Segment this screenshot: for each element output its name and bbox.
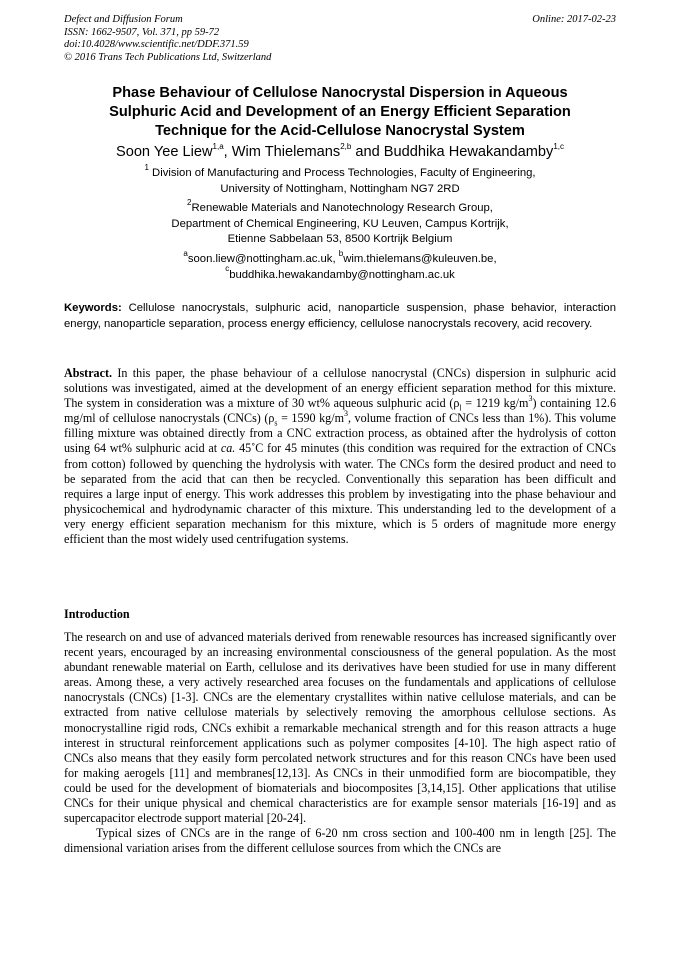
subscript: s	[274, 418, 278, 428]
email-mark: b	[338, 248, 344, 258]
keywords-block	[64, 301, 616, 332]
journal-header	[64, 14, 616, 64]
superscript: 3	[344, 408, 348, 418]
affiliation-line: Etienne Sabbelaan 53, 8500 Kortrijk Belgium	[227, 233, 453, 245]
author-list	[64, 142, 616, 162]
introduction-body	[64, 630, 616, 856]
abstract-text: , volume fraction of CNCs less than 1%). This volume filling mixture was obtained directly from a CNC extraction process, as obtained after the hydrolysis of cotton using 64 wt% sulphuric acid at	[64, 411, 616, 456]
author-affiliation-mark: 2,b	[340, 141, 352, 151]
affiliation-line: Department of Chemical Engineering, KU Leuven, Campus Kortrijk,	[171, 217, 509, 230]
paper-title	[64, 84, 616, 141]
author-name: Buddhika Hewakandamby	[383, 144, 554, 160]
author-name: Soon Yee Liew	[115, 144, 213, 160]
keywords-text: Cellulose nanocrystals, sulphuric acid, nanoparticle suspension, phase behavior, interaction energy, nanoparticle separation, process energy efficiency, cellulose nanocrystals recovery, acid recovery.	[64, 302, 616, 330]
author-affiliation-mark: 1,c	[553, 141, 565, 151]
paragraph: The research on and use of advanced materials derived from renewable resources has increased significantly over recent years, encouraged by an increasing environmental consciousness of the general population. As the most abundant renewable material on Earth, cellulose and its derivatives have been studied for use in many different areas. Among these, a very actively researched area focuses on the fundamentals and applications of cellulose nanocrystals (CNCs) [1-3]. CNCs are the elementary crystallites within native cellulose materials, and can be extracted from native cellulose materials by selectively removing the amorphous cellulose sections. As monocrystalline rigid rods, CNCs exhibit a remarkable mechanical strength and for this reason attracts a huge interest in structural reinforcement applications such as polymer composites [4-10]. The high aspect ratio of CNCs also means that they easily form percolated network structures and for this reason CNCs have been used for making aerogels [11] and membranes[12,13]. As CNCs in their unmodified form are biocompatible, they could be used for the development of biomaterials and biocomposites [3,14,15]. Other applications that utilise CNCs for their unique physical and chemical characteristics are for example sensor materials [16-19] and as supercapacitor electrode support material [20-24].	[64, 630, 616, 826]
online-date: Online: 2017-02-23	[532, 14, 616, 25]
author-affiliation-mark: 1,a	[212, 141, 224, 151]
email-mark: a	[183, 248, 188, 258]
affiliation-line: Renewable Materials and Nanotechnology Research Group,	[191, 202, 493, 214]
superscript: 3	[528, 393, 533, 403]
affiliation-line: Division of Manufacturing and Process Technologies, Faculty of Engineering,	[148, 167, 536, 179]
email-mark: c	[225, 264, 230, 274]
abstract-text: In this paper, the phase behaviour of a cellulose nanocrystal (CNCs) dispersion in sulphuric acid solutions was investigated, aimed at the development of an energy efficient separation method for this mixture. The system in consideration was a mixture of 30 wt% aqueous sulphuric acid (ρ	[64, 366, 616, 411]
author-separator: and	[351, 144, 384, 160]
affiliation-number: 1	[144, 162, 149, 172]
abstract-text: = 1590 kg/m	[277, 411, 344, 426]
journal-copyright: © 2016 Trans Tech Publications Ltd, Switzerland	[64, 51, 272, 63]
abstract-text: = 1219 kg/m	[461, 396, 529, 411]
affiliation-1	[64, 162, 616, 197]
journal-name: Defect and Diffusion Forum	[64, 14, 183, 25]
email-address[interactable]: buddhika.hewakandamby@nottingham.ac.uk	[229, 268, 455, 281]
abstract-text: 45˚C for 45 minutes (this condition was required for the extraction of CNCs from cotton) followed by quenching the hydrolysis with water. The CNCs form the desired product and need to be separated from the acid that can then be recycled. Conventionally this separation has been difficult and requires a large input of energy. This work addresses this problem by investigating into the phase behaviour and physicochemical and hydrodynamic character of this mixture. This understanding led to the development of a very energy efficient separation mechanism for this mixture, which is 5 orders of magnitude more energy efficient than the most widely used centrifugation systems.	[64, 441, 616, 547]
author-emails	[64, 248, 616, 283]
title-line: Sulphuric Acid and Development of an Energy Efficient Separation	[109, 104, 571, 120]
subscript: l	[459, 403, 462, 413]
email-address[interactable]: wim.thielemans@kuleuven.be,	[343, 253, 497, 265]
abstract-label: Abstract.	[64, 366, 113, 380]
affiliation-line: University of Nottingham, Nottingham NG7 2RD	[220, 182, 460, 195]
affiliation-2	[64, 197, 616, 248]
introduction-heading: Introduction	[64, 607, 130, 621]
abstract-block	[64, 366, 616, 547]
title-line: Technique for the Acid-Cellulose Nanocrystal System	[155, 123, 525, 139]
abstract-italic: ca.	[220, 441, 236, 456]
paragraph: Typical sizes of CNCs are in the range of 6-20 nm cross section and 100-400 nm in length [25]. The dimensional variation arises from the different cellulose sources from which the CNCs are	[64, 826, 616, 856]
abstract-text: ) containing 12.6 mg/ml of cellulose nanocrystals (CNCs) (ρ	[64, 396, 616, 426]
title-line: Phase Behaviour of Cellulose Nanocrystal Dispersion in Aqueous	[112, 85, 568, 101]
journal-doi: doi:10.4028/www.scientific.net/DDF.371.59	[64, 39, 249, 51]
author-name: Wim Thielemans	[231, 144, 341, 160]
keywords-label: Keywords:	[64, 302, 122, 314]
email-address[interactable]: soon.liew@nottingham.ac.uk,	[187, 253, 339, 265]
author-separator: ,	[223, 144, 232, 160]
affiliation-number: 2	[187, 197, 192, 207]
journal-issn: ISSN: 1662-9507, Vol. 371, pp 59-72	[64, 26, 220, 38]
